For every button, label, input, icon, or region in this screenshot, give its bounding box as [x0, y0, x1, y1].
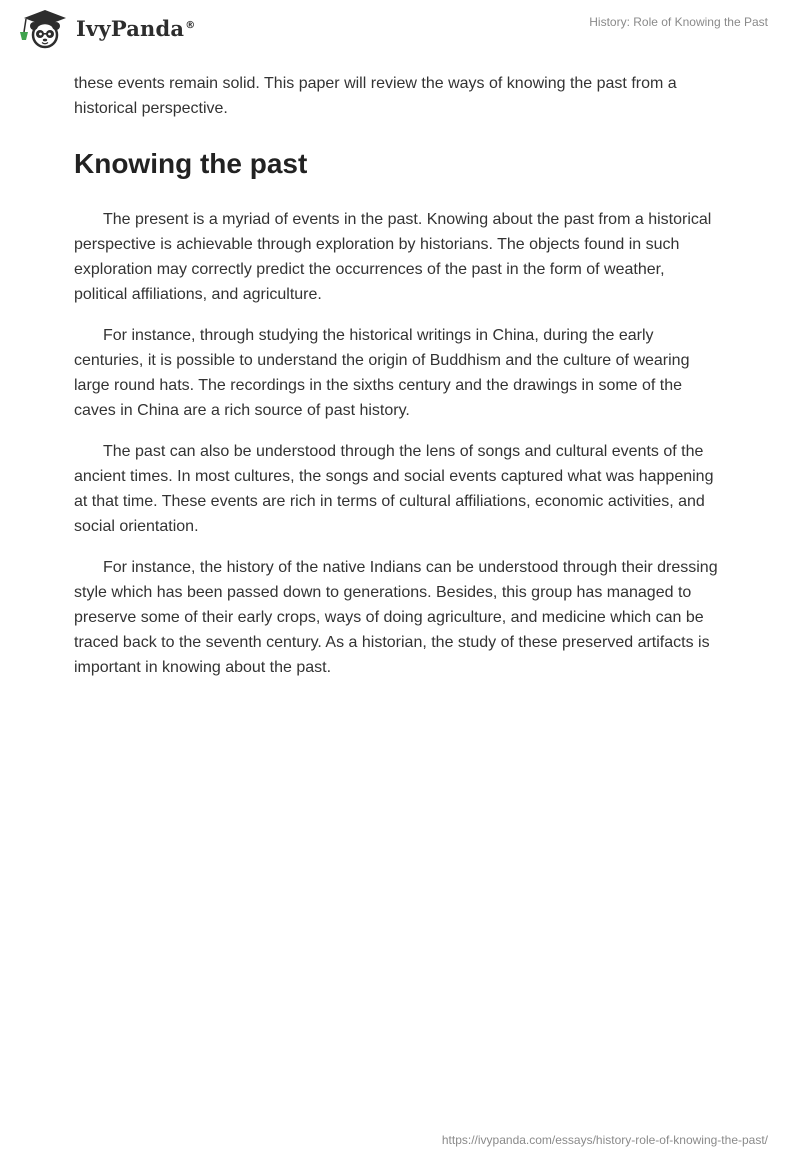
running-title: History: Role of Knowing the Past: [589, 15, 768, 29]
section-heading: Knowing the past: [74, 148, 308, 179]
intro-paragraph: these events remain solid. This paper will review the ways of knowing the past from a historical perspective.: [74, 75, 677, 117]
logo-wordmark: IvyPanda®: [76, 15, 196, 41]
body-paragraph: For instance, the history of the native Indians can be understood through their dressing style which has been passed down to generations. Besides, this group has managed to preserve some of their early crops, ways of doing agriculture, and medicine which can be traced back to the seventh century. As a historian, the study of these preserved artifacts is important in knowing about the past.: [74, 559, 718, 676]
body-paragraph: The present is a myriad of events in the past. Knowing about the past from a historical perspective is achievable through exploration by historians. The objects found in such exploration may correctly predict the occurrences of the past in the form of weather, political affiliations, and agriculture.: [74, 211, 712, 303]
panda-mascot-icon: [16, 8, 74, 50]
source-url-link[interactable]: https://ivypanda.com/essays/history-role-of-knowing-the-past/: [441, 1133, 768, 1147]
ivypanda-logo[interactable]: [16, 8, 195, 50]
page-header: [0, 0, 800, 60]
article-body: [74, 71, 722, 696]
body-paragraph: The past can also be understood through the lens of songs and cultural events of the ancient times. In most cultures, the songs and social events captured what was happening at that time. These events are rich in terms of cultural affiliations, economic activities, and social orientation.: [74, 443, 714, 535]
body-paragraph: For instance, through studying the historical writings in China, during the early centuries, it is possible to understand the origin of Buddhism and the culture of wearing large round hats. The recordings in the sixths century and the drawings in some of the caves in China are a rich source of past history.: [74, 327, 690, 419]
